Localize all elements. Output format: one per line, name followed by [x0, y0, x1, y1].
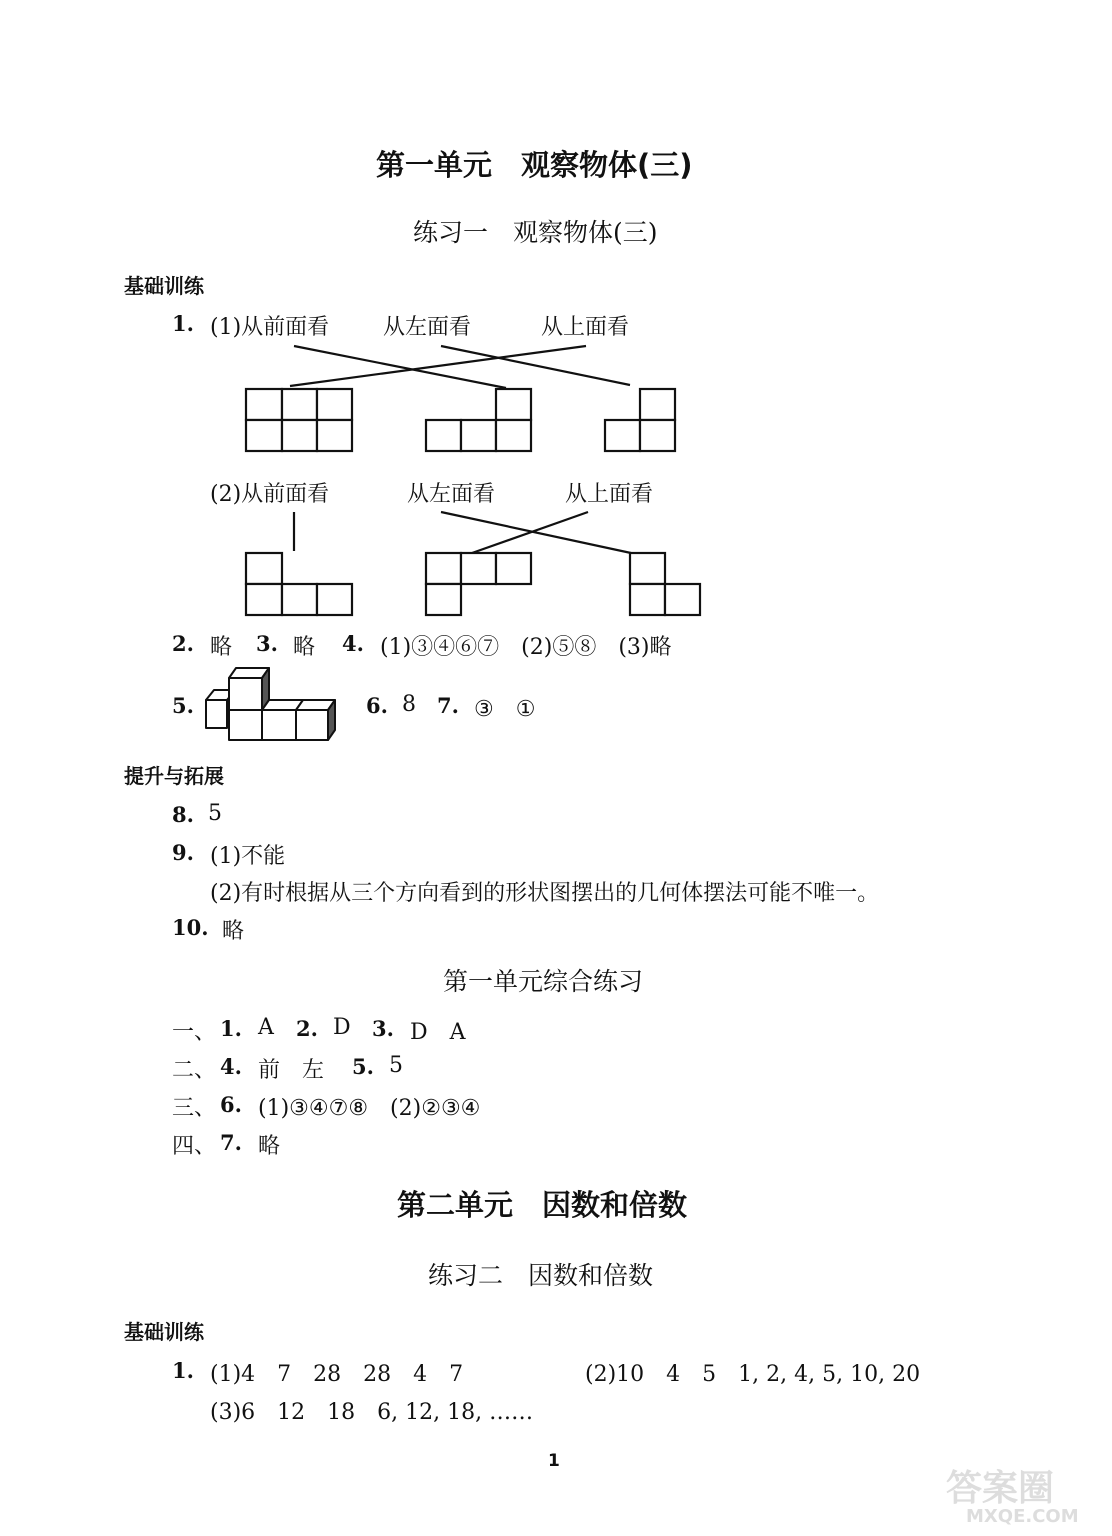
grid-cell — [282, 584, 317, 615]
grid-cell — [246, 584, 282, 615]
q8-answer: 5 — [208, 801, 222, 826]
grid-cell — [630, 584, 665, 615]
grid-cell — [496, 553, 531, 584]
q8-number: 8. — [172, 802, 194, 827]
grid-cell — [461, 553, 496, 584]
q6-answer: 8 — [402, 692, 416, 717]
review-q4-number: 4. — [220, 1054, 242, 1079]
q1-part2-view-left: 从左面看 — [407, 482, 496, 507]
q2-number: 2. — [172, 631, 194, 656]
q9-number: 9. — [172, 840, 194, 865]
q1-part2-view-top: 从上面看 — [565, 482, 654, 507]
q4-number: 4. — [342, 631, 364, 656]
connect-line — [441, 512, 631, 553]
q1-part2-connect-lines — [294, 512, 631, 553]
unit2-q1-number: 1. — [172, 1358, 194, 1383]
grid-cell — [282, 389, 317, 420]
review-q4-answer: 前 左 — [258, 1058, 325, 1083]
review-q1-number: 1. — [220, 1016, 242, 1041]
connect-line — [472, 512, 588, 553]
q1-part2-grid-left — [426, 553, 531, 615]
grid-cell — [426, 553, 461, 584]
q9-answer-1: (1)不能 — [210, 844, 286, 869]
grid-cell — [640, 420, 675, 451]
cube-face-front — [229, 710, 262, 740]
q6-number: 6. — [366, 693, 388, 718]
q1-part2-grid-front — [246, 553, 352, 615]
review-q5-number: 5. — [352, 1054, 374, 1079]
review-q5-answer: 5 — [389, 1053, 403, 1078]
review-q2-number: 2. — [296, 1016, 318, 1041]
q5-number: 5. — [172, 693, 194, 718]
review-q7-number: 7. — [220, 1130, 242, 1155]
q5-cube-figure — [206, 668, 335, 740]
grid-cell — [317, 420, 352, 451]
unit1-extend-label: 提升与拓展 — [124, 764, 224, 788]
grid-cell — [630, 553, 665, 584]
review-q3-number: 3. — [372, 1016, 394, 1041]
q1-part2-view-front: (2)从前面看 — [210, 482, 330, 507]
unit2-lesson-title: 练习二 因数和倍数 — [428, 1261, 654, 1290]
review-q1-answer: A — [258, 1015, 274, 1040]
q1-part2-grid-top — [630, 553, 700, 615]
grid-cell — [496, 420, 531, 451]
q10-answer: 略 — [222, 919, 245, 944]
unit2-q1-part1: (1)4 7 28 28 4 7 — [210, 1362, 464, 1387]
unit2-q1-part3: (3)6 12 18 6, 12, 18, …… — [210, 1400, 534, 1425]
grid-cell — [605, 420, 640, 451]
q3-answer: 略 — [293, 635, 316, 660]
unit1-title: 第一单元 观察物体(三) — [376, 148, 693, 182]
cube-face-front — [229, 678, 262, 710]
q1-part1-grid-left — [426, 389, 531, 451]
unit1-basic-label: 基础训练 — [124, 274, 204, 298]
watermark-logo: 答案圈 — [946, 1468, 1055, 1509]
q7-answer: ③ ① — [474, 697, 536, 722]
q7-number: 7. — [437, 693, 459, 718]
grid-cell — [246, 553, 282, 584]
q1-part1-view-front: (1)从前面看 — [210, 315, 330, 340]
page-number: 1 — [548, 1451, 560, 1471]
grid-cell — [317, 584, 352, 615]
grid-cell — [461, 420, 496, 451]
q10-number: 10. — [172, 915, 209, 940]
review-q3-answer: D A — [410, 1020, 466, 1045]
q1-part1-view-left: 从左面看 — [383, 315, 472, 340]
review-q2-answer: D — [333, 1015, 351, 1040]
grid-cell — [426, 420, 461, 451]
grid-cell — [640, 389, 675, 420]
q9-answer-2: (2)有时根据从三个方向看到的形状图摆出的几何体摆法可能不唯一。 — [210, 881, 880, 906]
review-q7-answer: 略 — [258, 1134, 281, 1159]
unit2-basic-label: 基础训练 — [124, 1320, 204, 1344]
watermark-url: MXQE.COM — [966, 1506, 1079, 1527]
q1-part1-grid-top — [605, 389, 675, 451]
q4-answer: (1)③④⑥⑦ (2)⑤⑧ (3)略 — [380, 635, 672, 660]
review-2-prefix: 二、 — [172, 1058, 217, 1083]
grid-cell — [496, 389, 531, 420]
q1-part1-view-top: 从上面看 — [541, 315, 630, 340]
review-q6-answer: (1)③④⑦⑧ (2)②③④ — [258, 1096, 481, 1121]
grid-cell — [426, 584, 461, 615]
review-q6-number: 6. — [220, 1092, 242, 1117]
grid-cell — [282, 420, 317, 451]
q3-number: 3. — [256, 631, 278, 656]
review-1-prefix: 一、 — [172, 1020, 217, 1045]
q1-part1-connect-lines — [290, 346, 630, 388]
unit2-title: 第二单元 因数和倍数 — [397, 1188, 688, 1222]
grid-cell — [665, 584, 700, 615]
review-3-prefix: 三、 — [172, 1096, 217, 1121]
grid-cell — [246, 389, 282, 420]
grid-cell — [317, 389, 352, 420]
q2-answer: 略 — [210, 635, 233, 660]
review-4-prefix: 四、 — [172, 1134, 217, 1159]
q1-number: 1. — [172, 311, 194, 336]
q1-part1-grid-front — [246, 389, 352, 451]
unit2-q1-part2: (2)10 4 5 1, 2, 4, 5, 10, 20 — [585, 1362, 921, 1387]
cube-face-front — [206, 700, 227, 728]
cube-face-front — [296, 710, 328, 740]
unit1-lesson-title: 练习一 观察物体(三) — [413, 218, 658, 247]
unit1-review-title: 第一单元综合练习 — [443, 967, 644, 996]
grid-cell — [246, 420, 282, 451]
cube-face-front — [262, 710, 296, 740]
